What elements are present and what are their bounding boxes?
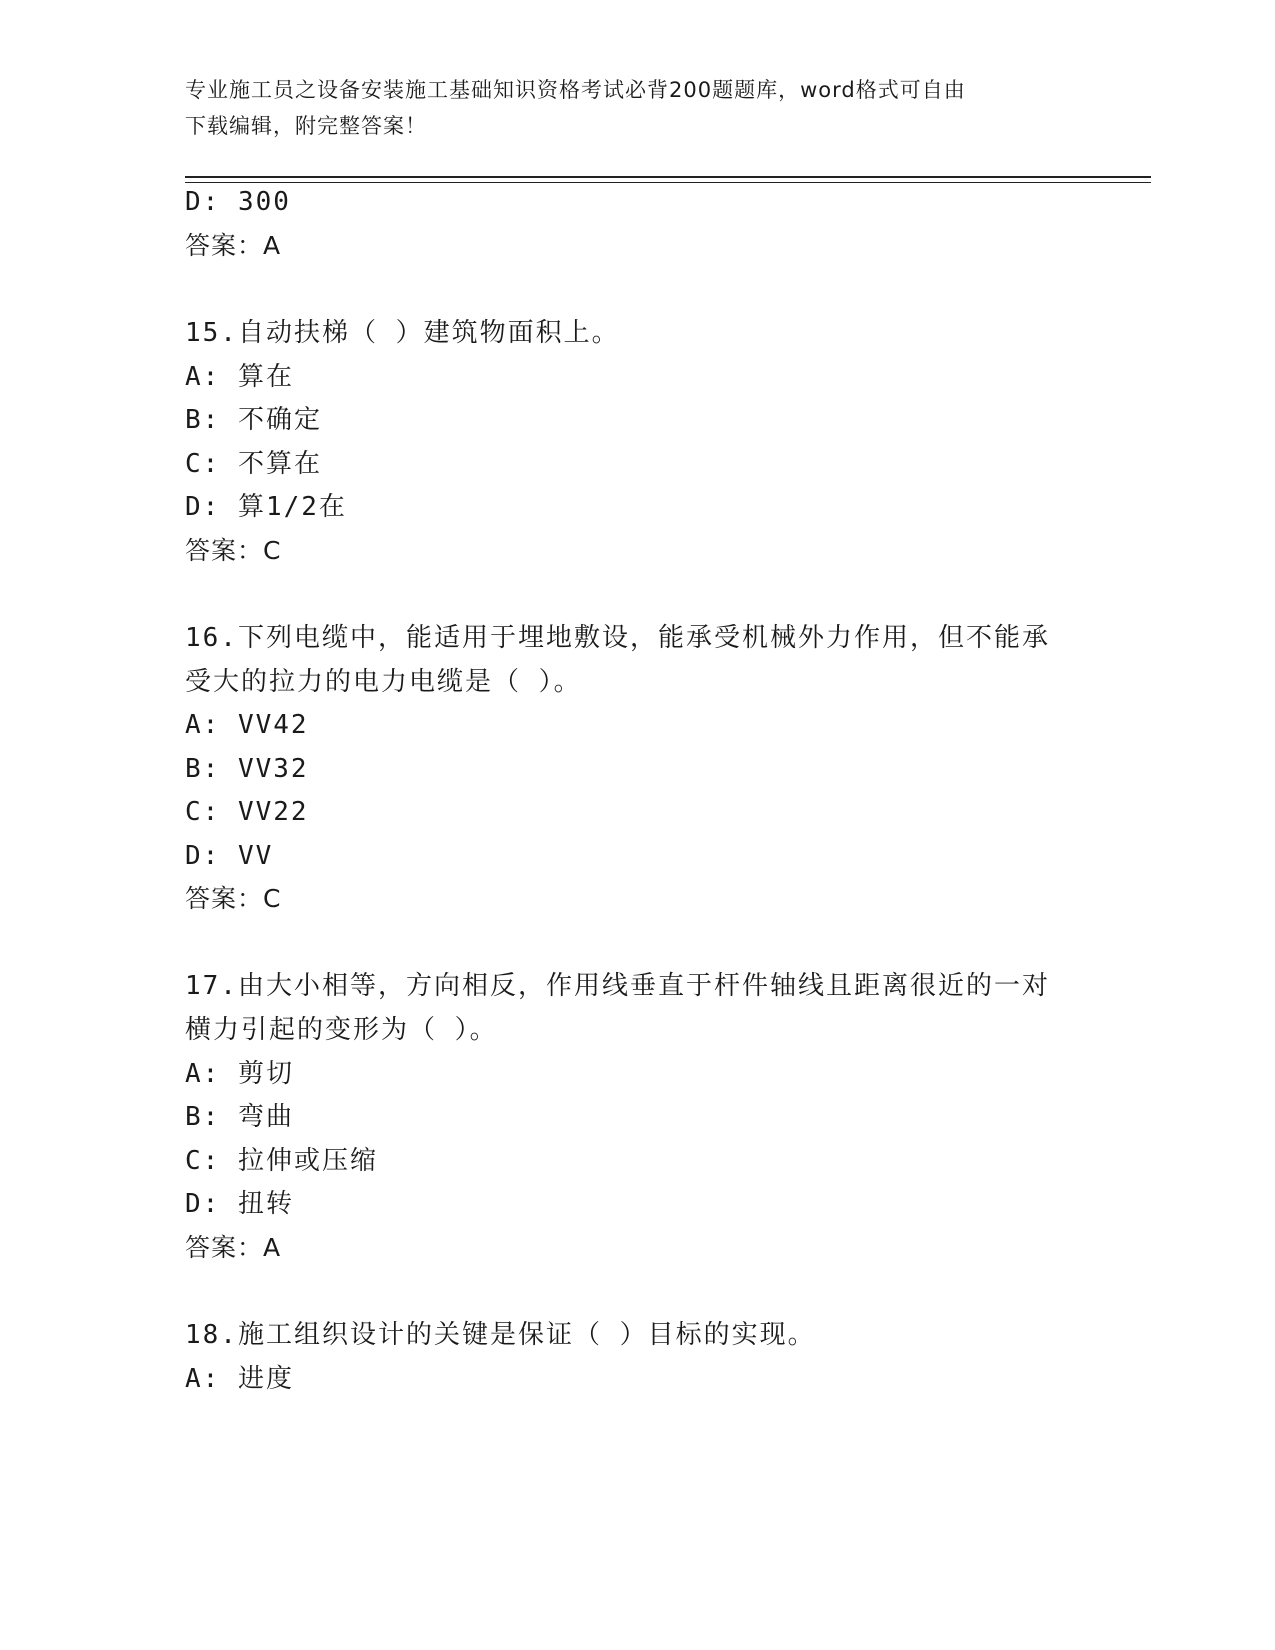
q16-option-a: A: VV42	[185, 710, 309, 740]
header-divider-thin	[185, 182, 1151, 183]
q16-option-d: D: VV	[185, 841, 274, 871]
q15-option-d: D: 算1/2在	[185, 492, 347, 522]
q18-stem-line-1: 18.施工组织设计的关键是保证（ ）目标的实现。	[185, 1320, 816, 1350]
q15-option-a: A: 算在	[185, 362, 294, 392]
q18-option-a: A: 进度	[185, 1364, 294, 1394]
q16-stem-line-2: 受大的拉力的电力电缆是（ ）。	[185, 667, 582, 697]
header-title-line-2: 下载编辑，附完整答案！	[185, 114, 427, 138]
page-header	[185, 72, 1085, 144]
q15-stem-line-1: 15.自动扶梯（ ）建筑物面积上。	[185, 318, 620, 348]
q16-option-b: B: VV32	[185, 754, 309, 784]
header-divider-thick	[185, 176, 1151, 178]
q15-option-b: B: 不确定	[185, 405, 322, 435]
q16-stem-line-1: 16.下列电缆中，能适用于埋地敷设，能承受机械外力作用，但不能承	[185, 623, 1050, 653]
q16-answer: 答案：C	[185, 884, 282, 913]
q17-stem-line-1: 17.由大小相等，方向相反，作用线垂直于杆件轴线且距离很近的一对	[185, 971, 1050, 1001]
q17-stem-line-2: 横力引起的变形为（ ）。	[185, 1015, 498, 1045]
q15-answer: 答案：C	[185, 536, 282, 565]
q17-option-b: B: 弯曲	[185, 1102, 294, 1132]
q17-answer: 答案：A	[185, 1233, 282, 1262]
q17-option-d: D: 扭转	[185, 1189, 294, 1219]
q17-option-c: C: 拉伸或压缩	[185, 1146, 378, 1176]
q16-option-c: C: VV22	[185, 797, 309, 827]
q15-option-c: C: 不算在	[185, 449, 322, 479]
prev-option-d: D: 300	[185, 187, 291, 217]
prev-answer: 答案：A	[185, 231, 282, 260]
header-title-line-1: 专业施工员之设备安装施工基础知识资格考试必背200题题库，word格式可自由	[185, 78, 966, 102]
q17-option-a: A: 剪切	[185, 1059, 294, 1089]
